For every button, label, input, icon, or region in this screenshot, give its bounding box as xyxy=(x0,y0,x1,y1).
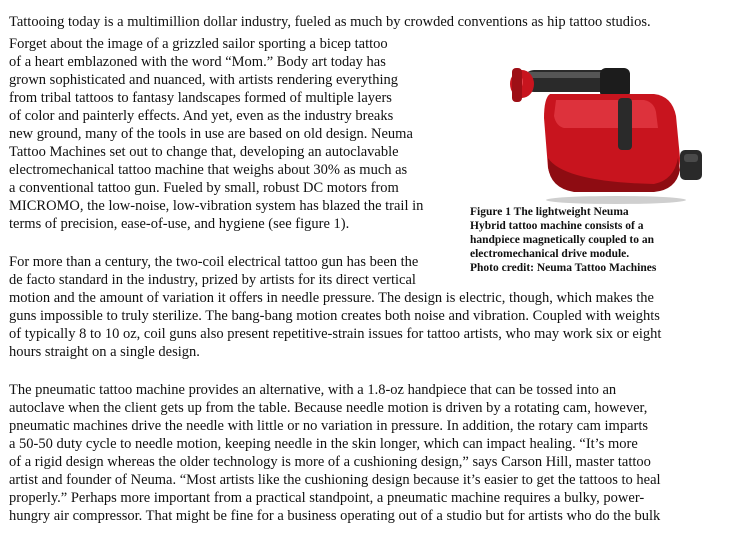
article-line: hours straight on a single design. xyxy=(9,344,200,360)
article-line: For more than a century, the two-coil electrical tattoo gun has been the xyxy=(9,254,419,270)
article-line: guns impossible to truly sterilize. The bang-bang motion creates both noise and vibration. Coupled with weights xyxy=(9,308,660,324)
article-line: properly.” Perhaps more important from a practical standpoint, a pneumatic machine requires a bulky, power- xyxy=(9,490,645,506)
article-line: electromechanical tattoo machine that weighs about 30% as much as xyxy=(9,162,408,178)
article-line: of a heart emblazoned with the word “Mom.” Body art today has xyxy=(9,54,386,70)
article-line: of a rigid design whereas the older technology is more of a cushioning design,” says Carson Hill, master tattoo xyxy=(9,454,651,470)
article-line: autoclave when the client gets up from the table. Because needle motion is driven by a rotating cam, however, xyxy=(9,400,648,416)
article-line: de facto standard in the industry, prized by artists for its direct vertical xyxy=(9,272,416,288)
caption-line: electromechanical drive module. xyxy=(470,248,630,260)
caption-line: Photo credit: Neuma Tattoo Machines xyxy=(470,262,657,274)
article-line: a 50-50 duty cycle to needle motion, keeping needle in the skin longer, which can impact healing. “It’s more xyxy=(9,436,638,452)
article-line: of typically 8 to 10 oz, coil guns also present repetitive-strain issues for tattoo artists, who may work six or eight xyxy=(9,326,662,342)
article-line: of color and painterly effects. And yet, even as the industry breaks xyxy=(9,108,394,124)
article-line: pneumatic machines drive the needle with little or no variation in pressure. In addition, the rotary cam imparts xyxy=(9,418,649,434)
article-line: new ground, many of the tools in use are based on old design. Neuma xyxy=(9,126,413,142)
article-line: motion and the amount of variation it offers in needle pressure. The design is electric, though, which makes the xyxy=(9,290,654,306)
article-line: The pneumatic tattoo machine provides an alternative, with a 1.8-oz handpiece that can be tossed into an xyxy=(9,382,617,398)
article-line: artist and founder of Neuma. “Most artists like the cushioning design because it’s easier to get the tattoos to heal xyxy=(9,472,661,488)
article-line: a conventional tattoo gun. Fueled by small, robust DC motors from xyxy=(9,180,399,196)
article-line: hungry air compressor. That might be fine for a business operating out of a studio but for artists who do the bulk xyxy=(9,508,661,524)
article-line: Forget about the image of a grizzled sailor sporting a bicep tattoo xyxy=(9,36,388,52)
article-line: terms of precision, ease-of-use, and hygiene (see figure 1). xyxy=(9,216,350,232)
caption-line: Hybrid tattoo machine consists of a xyxy=(470,220,644,232)
article-line: grown sophisticated and nuanced, with artists rendering everything xyxy=(9,72,398,88)
tattoo-machine-image xyxy=(504,58,714,208)
article-line: MICROMO, the low-noise, low-vibration system has blazed the trail in xyxy=(9,198,424,214)
article-line: from tribal tattoos to fantasy landscapes formed of multiple layers xyxy=(9,90,392,106)
caption-line: Figure 1 The lightweight Neuma xyxy=(470,206,629,218)
article-line: Tattooing today is a multimillion dollar industry, fueled as much by crowded conventions as hip tattoo studios. xyxy=(9,14,651,30)
article-line: Tattoo Machines set out to change that, developing an autoclavable xyxy=(9,144,399,160)
caption-line: handpiece magnetically coupled to an xyxy=(470,234,655,246)
